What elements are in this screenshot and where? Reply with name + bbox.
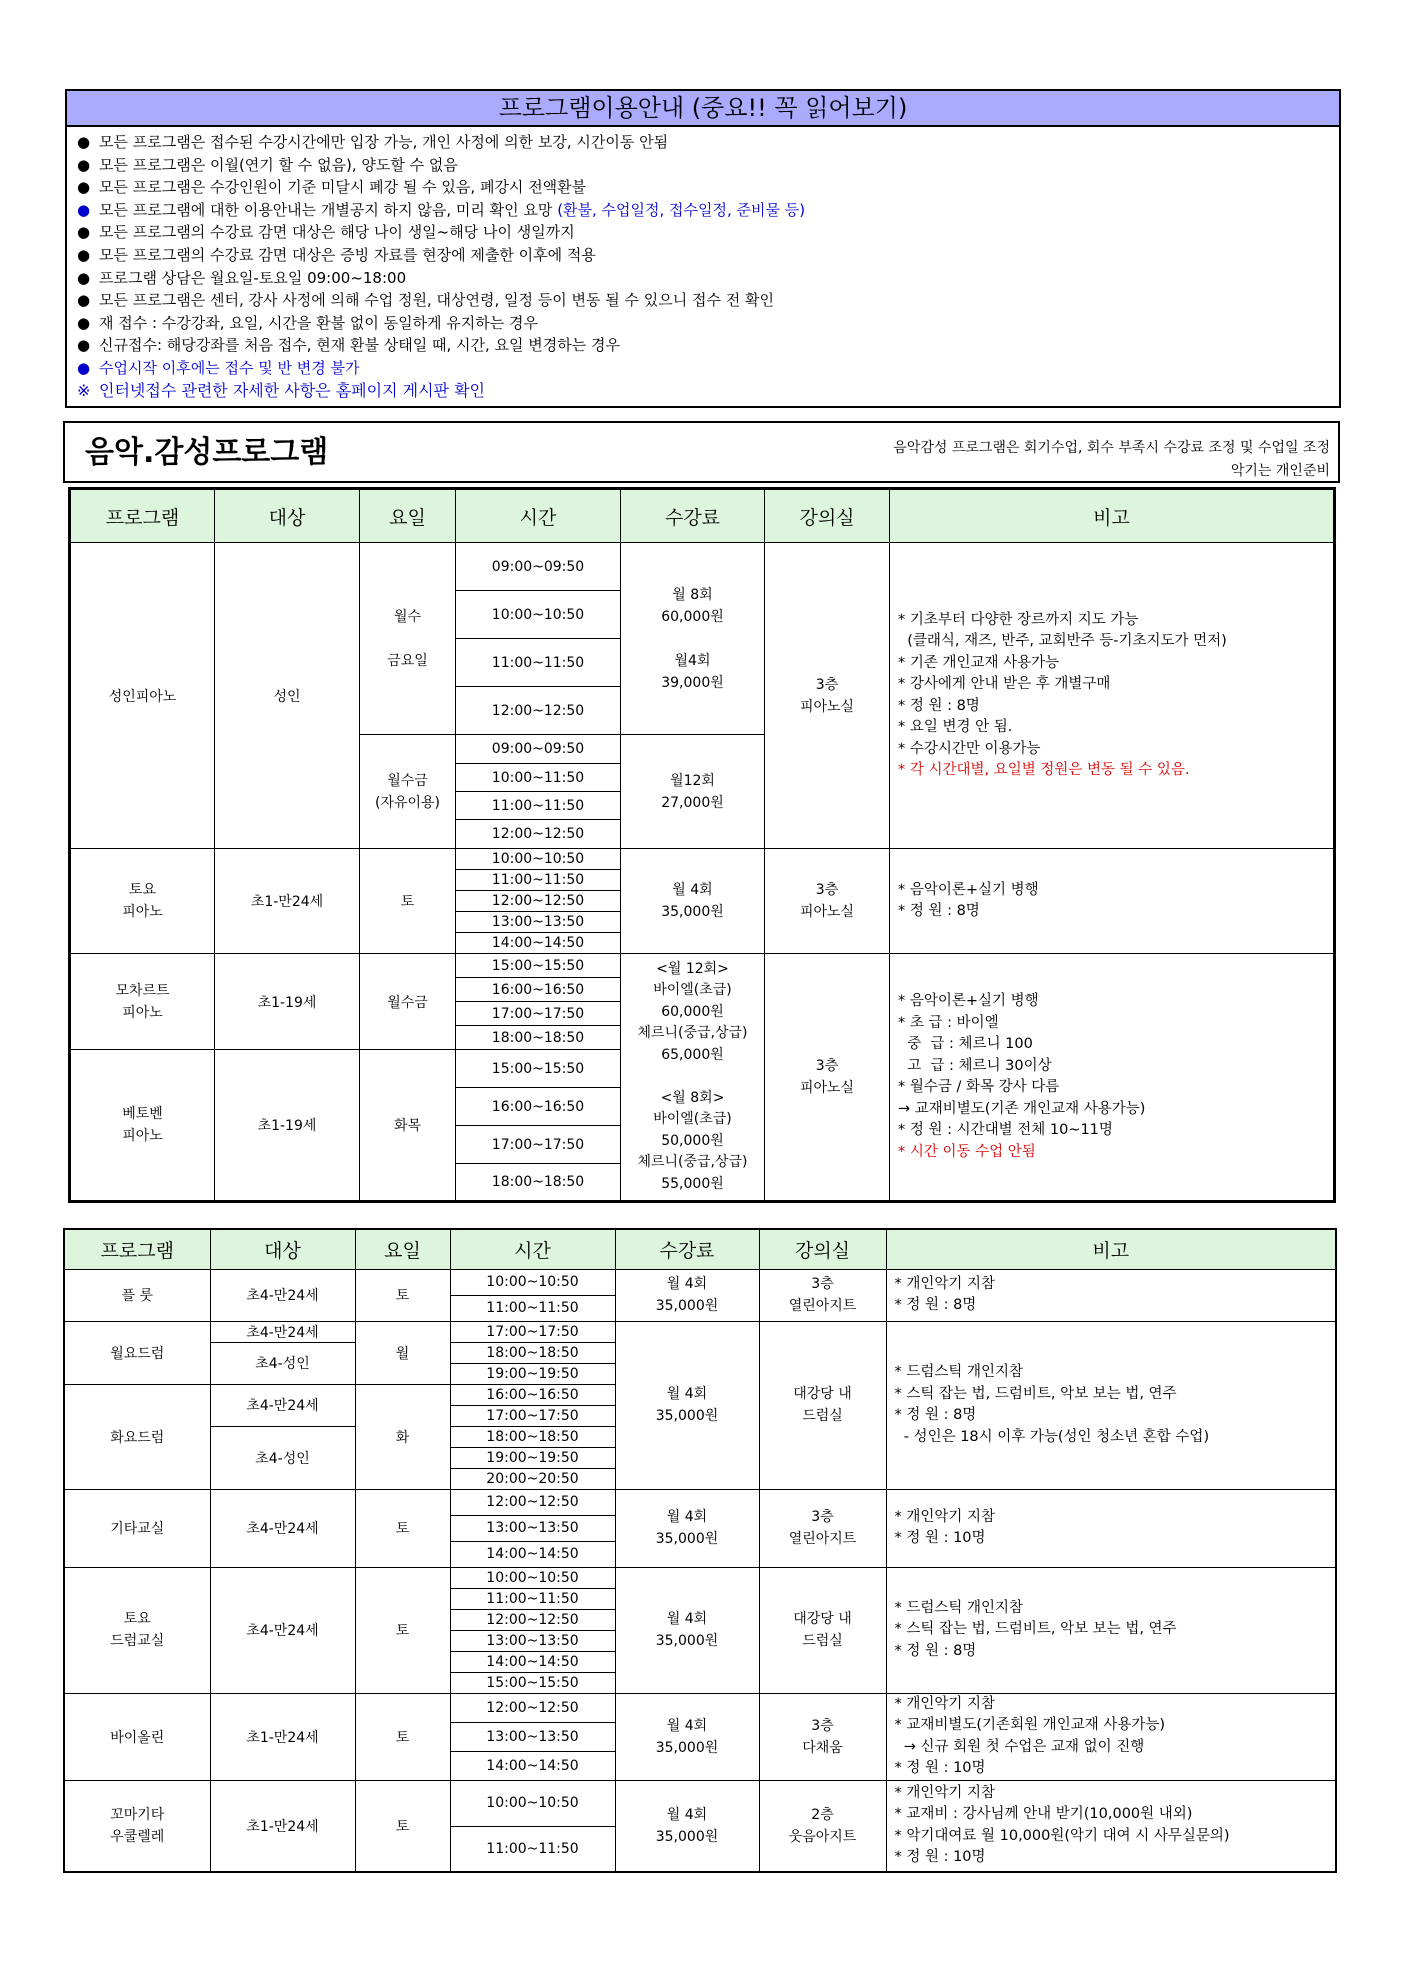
program-name: 플 룻 [64,1269,210,1321]
time-slot: 16:00~16:50 [450,1384,615,1405]
time-slot: 11:00~11:50 [456,639,621,687]
col-header: 대상 [210,1229,355,1269]
day: 화목 [360,1050,456,1202]
remarks: * 음악이론+실기 병행 * 초 급 : 바이엘 중 급 : 체르니 100 고 급 : 체르니 30이상 * 월수금 / 화목 강사 다름 → 교재비별도(기존 개인교재 사용가능) * 정 원 : 시간대별 전체 10~11명 * 시간 이동 수업 안됨 [890,954,1335,1202]
col-header: 프로그램 [64,1229,210,1269]
notice-item: ● 수업시작 이후에는 접수 및 반 변경 불가 [77,358,360,377]
day: 화 [355,1384,450,1489]
time-slot: 18:00~18:50 [456,1164,621,1202]
day: 토 [355,1693,450,1780]
day: 토 [355,1489,450,1567]
program-name: 모차르트 피아노 [70,954,215,1050]
remarks: * 드럼스틱 개인지참 * 스틱 잡는 법, 드럼비트, 악보 보는 법, 연주 * 정 원 : 8명 - 성인은 18시 이후 가능(성인 청소년 혼합 수업) [886,1321,1336,1489]
remarks: * 드럼스틱 개인지참 * 스틱 잡는 법, 드럼비트, 악보 보는 법, 연주 * 정 원 : 8명 [886,1567,1336,1693]
time-slot: 18:00~18:50 [450,1426,615,1447]
col-header: 수강료 [615,1229,759,1269]
room: 대강당 내 드럼실 [759,1567,886,1693]
program-name: 바이올린 [64,1693,210,1780]
time-slot: 12:00~12:50 [450,1489,615,1515]
time-slot: 18:00~18:50 [450,1342,615,1363]
time-slot: 11:00~11:50 [456,870,621,891]
room: 3층 피아노실 [765,543,890,849]
time-slot: 09:00~09:50 [456,735,621,764]
fee: 월 4회 35,000원 [615,1567,759,1693]
target-age: 초4-만24세 [210,1489,355,1567]
time-slot: 15:00~15:50 [456,1050,621,1088]
time-slot: 10:00~10:50 [450,1269,615,1295]
time-slot: 17:00~17:50 [450,1321,615,1342]
program-name: 토요 피아노 [70,849,215,954]
target-age: 초4-만24세 [210,1321,355,1342]
program-name: 성인피아노 [70,543,215,849]
remarks: * 개인악기 지참 * 교재비별도(기존회원 개인교재 사용가능) → 신규 회원 첫 수업은 교재 없이 진행 * 정 원 : 10명 [886,1693,1336,1780]
fee: 월 4회 35,000원 [615,1321,759,1489]
notice-item: ● 모든 프로그램은 센터, 강사 사정에 의해 수업 정원, 대상연령, 일정 등이 변동 될 수 있으니 접수 전 확인 [77,291,774,310]
col-header: 시간 [456,489,621,543]
target-age: 성인 [215,543,360,849]
time-slot: 20:00~20:50 [450,1468,615,1489]
time-slot: 17:00~17:50 [456,1002,621,1026]
day: 월수 금요일 [360,543,456,735]
time-slot: 13:00~13:50 [450,1630,615,1651]
fee: 월 4회 35,000원 [615,1693,759,1780]
fee: 월 4회 35,000원 [615,1780,759,1872]
program-name: 토요 드럼교실 [64,1567,210,1693]
target-age: 초4-성인 [210,1342,355,1384]
day: 토 [355,1567,450,1693]
fee: 월 8회 60,000원 월4회 39,000원 [621,543,765,735]
time-slot: 11:00~11:50 [456,792,621,820]
remarks: * 개인악기 지참 * 정 원 : 10명 [886,1489,1336,1567]
time-slot: 14:00~14:50 [450,1651,615,1672]
room: 3층 열린아지트 [759,1489,886,1567]
table-row [70,543,1335,591]
fee: 월 4회 35,000원 [621,849,765,954]
notice-item: ● 모든 프로그램은 이월(연기 할 수 없음), 양도할 수 없음 [77,155,458,174]
remarks: * 개인악기 지참 * 교재비 : 강사님께 안내 받기(10,000원 내외) * 악기대여료 월 10,000원(악기 대여 시 사무실문의) * 정 원 : 10명 [886,1780,1336,1872]
notice-title: 프로그램이용안내 (중요!! 꼭 읽어보기) [67,91,1339,127]
target-age: 초4-만24세 [210,1567,355,1693]
col-header: 강의실 [759,1229,886,1269]
notice-item: ● 신규접수: 해당강좌를 처음 접수, 현재 환불 상태일 때, 시간, 요일 변경하는 경우 [77,336,620,355]
notice-item: ● 모든 프로그램은 접수된 수강시간에만 입장 가능, 개인 사정에 의한 보강, 시간이동 안됨 [77,133,669,151]
col-header: 대상 [215,489,360,543]
target-age: 초1-19세 [215,954,360,1050]
room: 3층 피아노실 [765,849,890,954]
time-slot: 15:00~15:50 [456,954,621,978]
time-slot: 12:00~12:50 [450,1609,615,1630]
instrument-program-table [63,1228,1337,1873]
col-header: 강의실 [765,489,890,543]
time-slot: 15:00~15:50 [450,1672,615,1693]
day: 토 [355,1780,450,1872]
room: 3층 피아노실 [765,954,890,1202]
day: 월수금 (자유이용) [360,735,456,849]
fee: 월 4회 35,000원 [615,1489,759,1567]
col-header: 프로그램 [70,489,215,543]
time-slot: 10:00~10:50 [450,1567,615,1588]
time-slot: 11:00~11:50 [450,1826,615,1872]
section-note: 악기는 개인준비 [1230,463,1330,479]
time-slot: 18:00~18:50 [456,1026,621,1050]
target-age: 초4-성인 [210,1426,355,1489]
time-slot: 19:00~19:50 [450,1363,615,1384]
col-header: 수강료 [621,489,765,543]
time-slot: 10:00~10:50 [456,849,621,870]
time-slot: 10:00~10:50 [456,591,621,639]
room: 대강당 내 드럼실 [759,1321,886,1489]
remarks: * 기초부터 다양한 장르까지 지도 가능 (클래식, 재즈, 반주, 교회반주 등-기초지도가 먼저) * 기존 개인교재 사용가능 * 강사에게 안내 받은 후 개별구매 * 정 원 : 8명 * 요일 변경 안 됨. * 수강시간만 이용가능 * 각 시간대별, 요일별 정원은 변동 될 수 있음. [890,543,1335,849]
time-slot: 14:00~14:50 [456,933,621,954]
usage-notice-box [65,89,1341,408]
col-header: 요일 [355,1229,450,1269]
notice-item: ● 모든 프로그램의 수강료 감면 대상은 해당 나이 생일~해당 나이 생일까지 [77,223,575,242]
target-age: 초4-만24세 [210,1384,355,1426]
col-header: 비고 [886,1229,1336,1269]
remarks: * 음악이론+실기 병행 * 정 원 : 8명 [890,849,1335,954]
day: 토 [360,849,456,954]
notice-item: ● 모든 프로그램에 대한 이용안내는 개별공지 하지 않음, 미리 확인 요망 (환불, 수업일정, 접수일정, 준비물 등) [77,200,806,219]
time-slot: 12:00~12:50 [456,820,621,849]
section-title: 음악.감성프로그램 [85,435,329,470]
time-slot: 11:00~11:50 [450,1588,615,1609]
col-header: 요일 [360,489,456,543]
time-slot: 16:00~16:50 [456,1088,621,1126]
time-slot: 12:00~12:50 [450,1693,615,1722]
time-slot: 16:00~16:50 [456,978,621,1002]
fee: 월12회 27,000원 [621,735,765,849]
day: 월수금 [360,954,456,1050]
room: 2층 웃음아지트 [759,1780,886,1872]
target-age: 초1-만24세 [215,849,360,954]
time-slot: 19:00~19:50 [450,1447,615,1468]
time-slot: 10:00~11:50 [456,764,621,792]
room: 3층 다채움 [759,1693,886,1780]
notice-highlight: (환불, 수업일정, 접수일정, 준비물 등) [557,200,806,219]
time-slot: 17:00~17:50 [450,1405,615,1426]
program-name: 베토벤 피아노 [70,1050,215,1202]
day: 월 [355,1321,450,1384]
time-slot: 13:00~13:50 [450,1515,615,1541]
time-slot: 13:00~13:50 [456,912,621,933]
target-age: 초1-19세 [215,1050,360,1202]
target-age: 초1-만24세 [210,1693,355,1780]
notice-item: ● 재 접수 : 수강강좌, 요일, 시간을 환불 없이 동일하게 유지하는 경우 [77,313,539,332]
time-slot: 09:00~09:50 [456,543,621,591]
program-name: 꼬마기타 우쿨렐레 [64,1780,210,1872]
notice-item: ● 프로그램 상담은 월요일-토요일 09:00~18:00 [77,268,407,287]
target-age: 초1-만24세 [210,1780,355,1872]
notice-item: ● 모든 프로그램은 수강인원이 기준 미달시 폐강 될 수 있음, 폐강시 전액환불 [77,178,587,197]
time-slot: 17:00~17:50 [456,1126,621,1164]
piano-program-table [68,487,1336,1203]
remarks: * 개인악기 지참 * 정 원 : 8명 [886,1269,1336,1321]
time-slot: 12:00~12:50 [456,891,621,912]
notice-item: ※ 인터넷접수 관련한 자세한 사항은 홈페이지 게시판 확인 [77,380,486,400]
col-header: 비고 [890,489,1335,543]
program-name: 화요드럼 [64,1384,210,1489]
fee: 월 4회 35,000원 [615,1269,759,1321]
time-slot: 14:00~14:50 [450,1541,615,1567]
room: 3층 열린아지트 [759,1269,886,1321]
program-name: 월요드럼 [64,1321,210,1384]
time-slot: 10:00~10:50 [450,1780,615,1826]
target-age: 초4-만24세 [210,1269,355,1321]
col-header: 시간 [450,1229,615,1269]
notice-list [67,127,1339,406]
time-slot: 14:00~14:50 [450,1751,615,1780]
day: 토 [355,1269,450,1321]
fee: <월 12회> 바이엘(초급) 60,000원 체르니(중급,상급) 65,000원 <월 8회> 바이엘(초급) 50,000원 체르니(중급,상급) 55,000원 [621,954,765,1202]
section-header [63,421,1340,483]
section-note: 음악감성 프로그램은 회기수업, 회수 부족시 수강료 조정 및 수업일 조정 [893,440,1330,456]
time-slot: 13:00~13:50 [450,1722,615,1751]
time-slot: 12:00~12:50 [456,687,621,735]
time-slot: 11:00~11:50 [450,1295,615,1321]
notice-item: ● 모든 프로그램의 수강료 감면 대상은 증빙 자료를 현장에 제출한 이후에 적용 [77,245,596,264]
program-name: 기타교실 [64,1489,210,1567]
